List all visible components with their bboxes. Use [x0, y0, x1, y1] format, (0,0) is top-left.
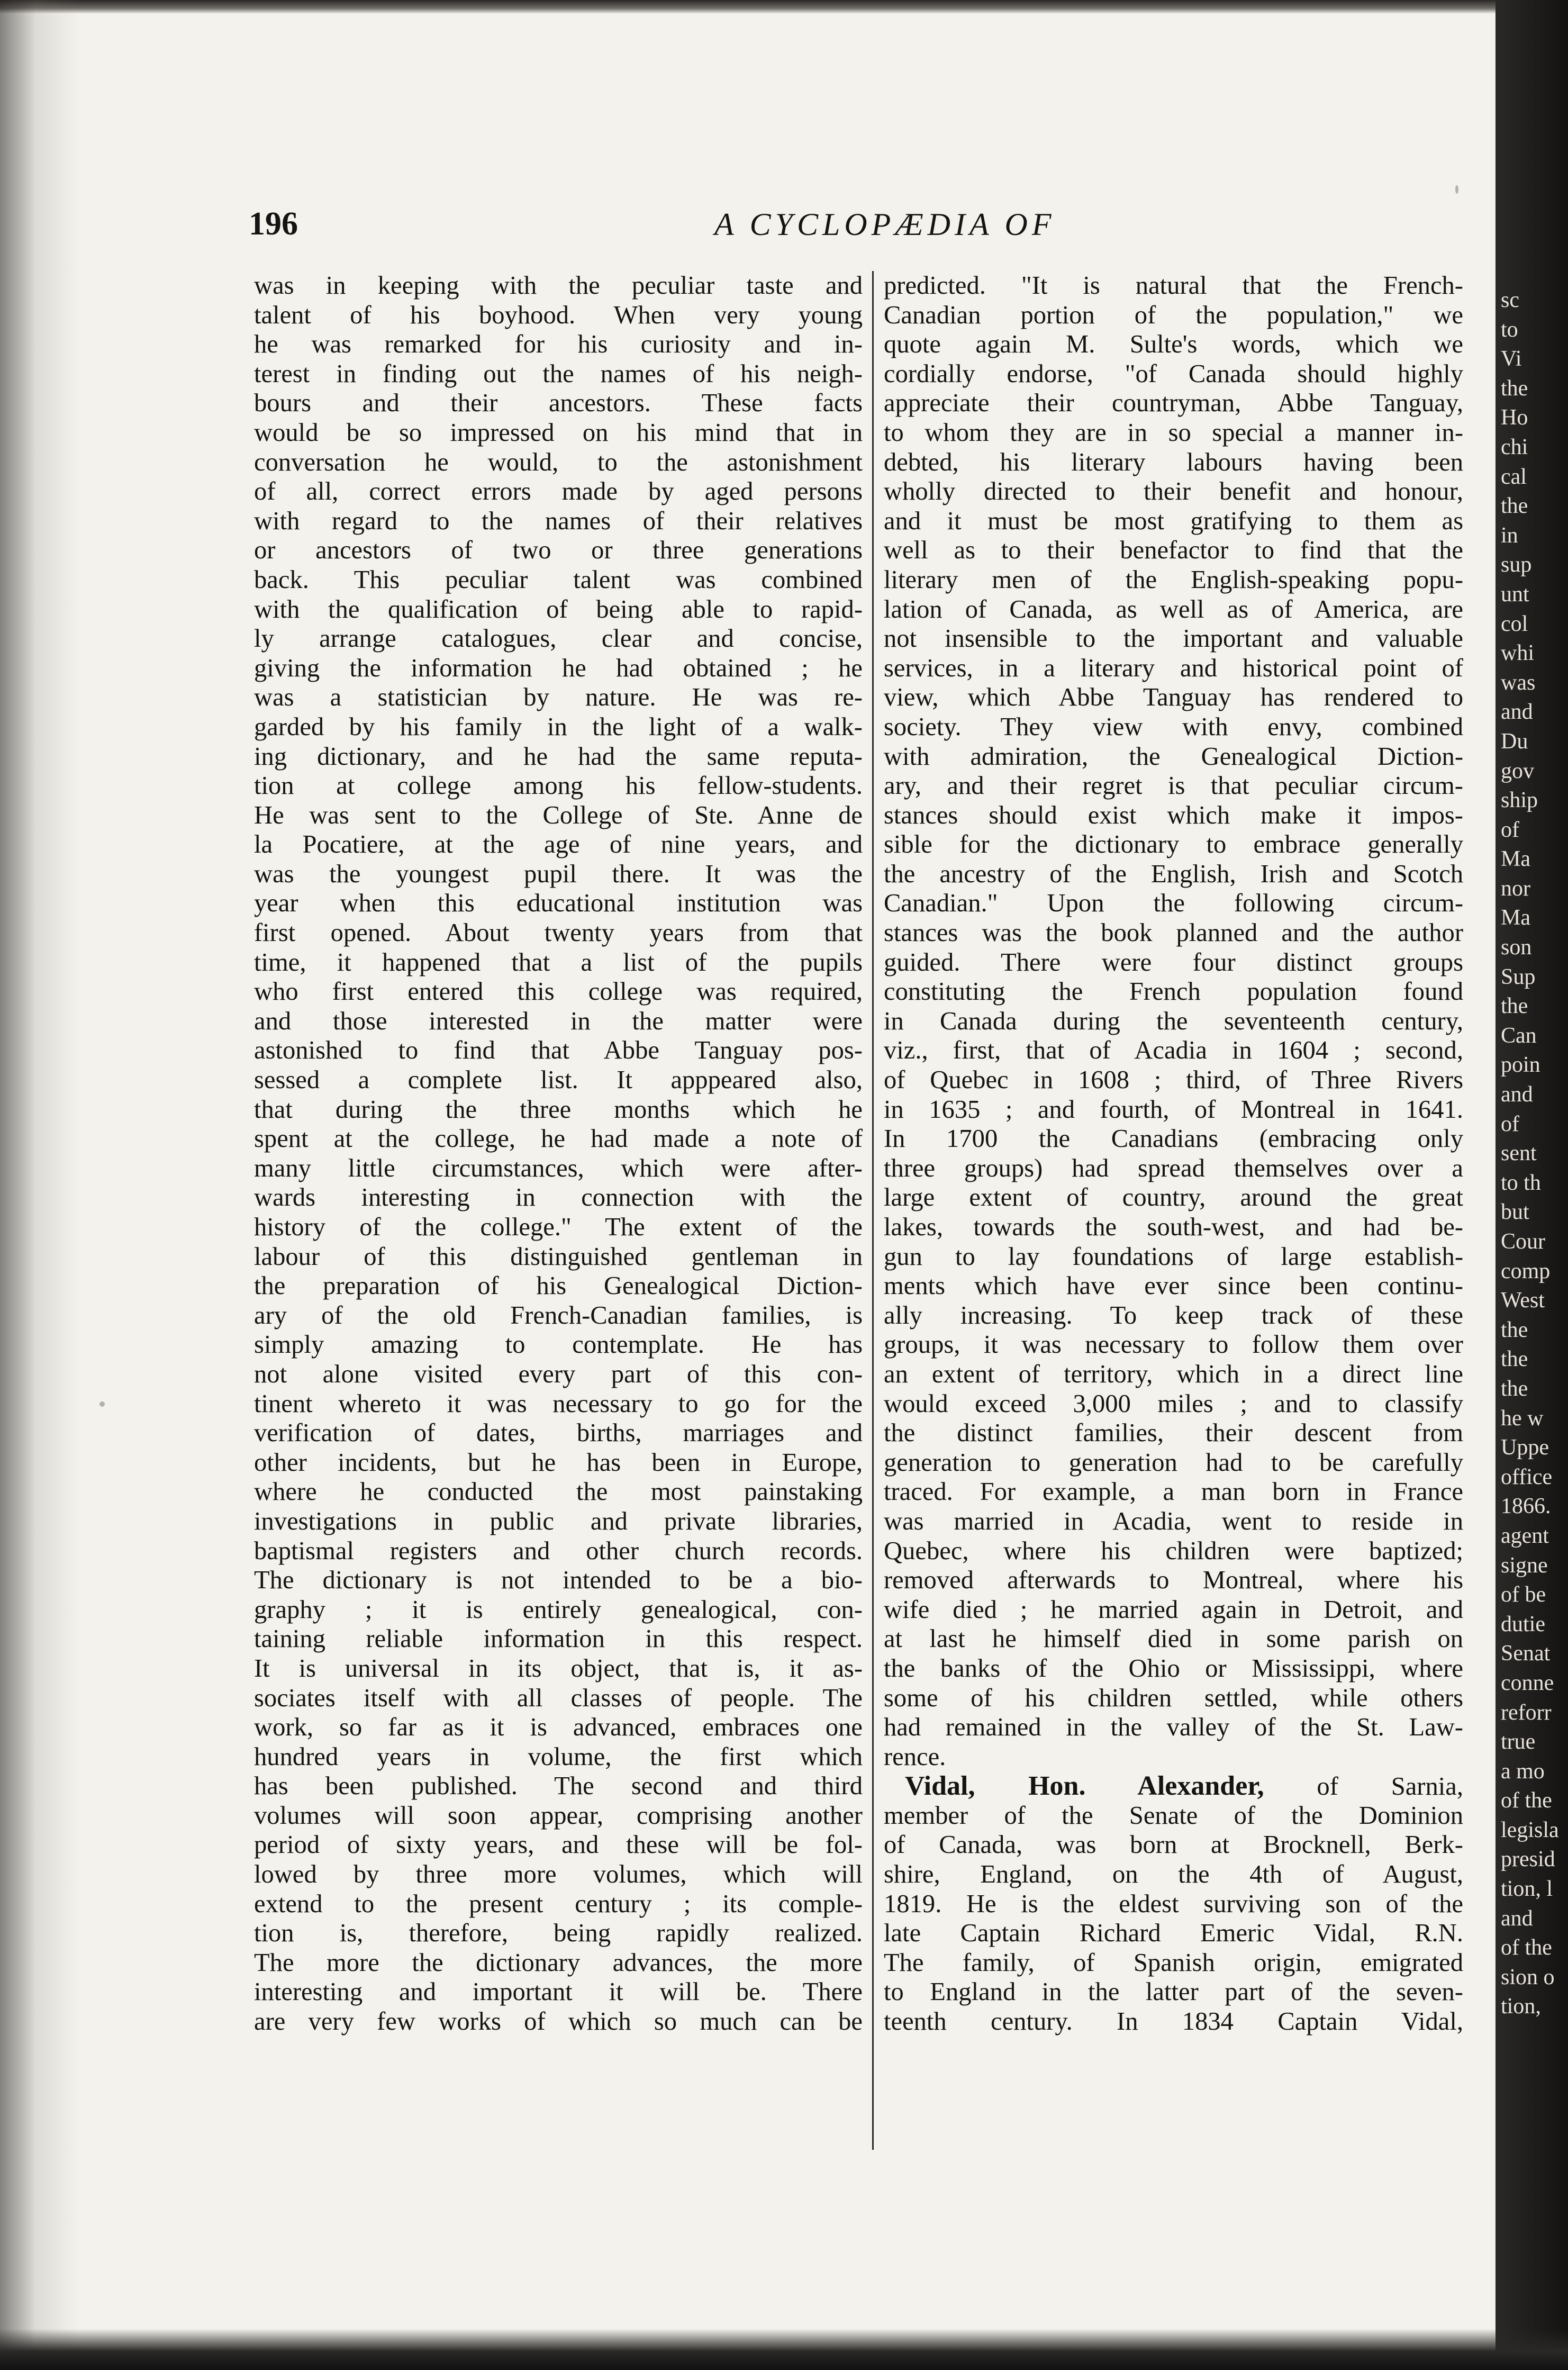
fragment-text: Ma	[1501, 906, 1530, 930]
text-line: first opened. About twenty years from that	[254, 918, 863, 947]
text-line: taining reliable information in this respect.	[254, 1624, 863, 1653]
fragment-text: a mo	[1501, 1759, 1545, 1784]
fragment-text: gov	[1501, 758, 1534, 783]
text-line: would exceed 3,000 miles ; and to classify	[884, 1389, 1463, 1418]
text-line: groups, it was necessary to follow them over	[884, 1330, 1463, 1359]
text-line: that during the three months which he	[254, 1094, 863, 1124]
fragment-text: the	[1501, 994, 1528, 1019]
text-line: the ancestry of the English, Irish and Scotch	[884, 859, 1463, 888]
text-line: who first entered this college was required,	[254, 977, 863, 1006]
text-line: literary men of the English-speaking popu-	[884, 565, 1463, 594]
text-line: debted, his literary labours having been	[884, 447, 1463, 476]
fragment-text: sup	[1501, 553, 1532, 577]
text-line: of Canada, was born at Brocknell, Berk-	[884, 1830, 1463, 1859]
ink-speck	[99, 1401, 105, 1407]
text-line: tion at college among his fellow-students.	[254, 771, 863, 800]
text-line: had remained in the valley of the St. Law-	[884, 1713, 1463, 1742]
text-line: the banks of the Ohio or Mississippi, where	[884, 1653, 1463, 1682]
fragment-text: unt	[1501, 582, 1529, 607]
text-line: removed afterwards to Montreal, where his	[884, 1566, 1463, 1595]
adjacent-page-fragments	[1501, 286, 1564, 2022]
text-line: ally increasing. To keep track of these	[884, 1300, 1463, 1329]
text-line: conversation he would, to the astonishment	[254, 447, 863, 476]
fragment-text: office	[1501, 1464, 1553, 1489]
text-line: shire, England, on the 4th of August,	[884, 1860, 1463, 1889]
fragment-text: Ho	[1501, 405, 1528, 430]
fragment-text: Ma	[1501, 847, 1530, 872]
text-line: He was sent to the College of Ste. Anne de	[254, 800, 863, 829]
running-title: A CYCLOPÆDIA OF	[714, 207, 1056, 242]
fragment-text: to th	[1501, 1170, 1541, 1195]
page-header	[249, 201, 1476, 254]
text-line: The family, of Spanish origin, emigrated	[884, 1948, 1463, 1977]
scan-left-edge	[0, 0, 79, 2370]
fragment-text: 1866.	[1501, 1494, 1551, 1519]
text-line: labour of this distinguished gentleman in	[254, 1242, 863, 1271]
text-line: of Sarnia,	[1264, 1772, 1463, 1801]
text-line: view, which Abbe Tanguay has rendered to	[884, 683, 1463, 712]
fragment-text: true	[1501, 1730, 1536, 1754]
biography-heading-line	[884, 1771, 1463, 1801]
text-line: the preparation of his Genealogical Diction-	[254, 1271, 863, 1300]
text-line: viz., first, that of Acadia in 1604 ; second,	[884, 1036, 1463, 1065]
right-text-column	[884, 271, 1463, 2037]
text-line: member of the Senate of the Dominion	[884, 1801, 1463, 1830]
left-text-column	[254, 271, 863, 2037]
text-line: was a statistician by nature. He was re-	[254, 683, 863, 712]
text-line: tion is, therefore, being rapidly realized.	[254, 1919, 863, 1948]
text-line: the distinct families, their descent from	[884, 1418, 1463, 1448]
text-line: late Captain Richard Emeric Vidal, R.N.	[884, 1919, 1463, 1948]
text-line: The dictionary is not intended to be a bio-	[254, 1566, 863, 1595]
text-line: in 1635 ; and fourth, of Montreal in 1641.	[884, 1094, 1463, 1124]
text-line: la Pocatiere, at the age of nine years, and	[254, 830, 863, 859]
text-line: hundred years in volume, the first which	[254, 1742, 863, 1771]
text-line: graphy ; it is entirely genealogical, con-	[254, 1595, 863, 1624]
fragment-text: Sup	[1501, 964, 1536, 989]
text-line: terest in finding out the names of his neigh-	[254, 359, 863, 388]
fragment-text: nor	[1501, 876, 1530, 901]
fragment-text: son	[1501, 935, 1532, 960]
text-line: investigations in public and private libraries,	[254, 1506, 863, 1535]
fragment-text: chi	[1501, 435, 1528, 459]
text-line: wards interesting in connection with the	[254, 1183, 863, 1212]
fragment-text: whi	[1501, 641, 1534, 666]
fragment-text: tion,	[1501, 1994, 1541, 2019]
fragment-text: tion, l	[1501, 1877, 1553, 1902]
fragment-text: Uppe	[1501, 1435, 1549, 1460]
text-line: quote again M. Sulte's words, which we	[884, 330, 1463, 359]
fragment-text: and	[1501, 1082, 1533, 1107]
text-line: gun to lay foundations of large establish-	[884, 1242, 1463, 1271]
text-line: simply amazing to contemplate. He has	[254, 1330, 863, 1359]
text-line: where he conducted the most painstaking	[254, 1477, 863, 1506]
text-line: period of sixty years, and these will be fol-	[254, 1830, 863, 1859]
text-line: talent of his boyhood. When very young	[254, 300, 863, 329]
text-line: he was remarked for his curiosity and in-	[254, 330, 863, 359]
text-line: rence.	[884, 1742, 946, 1771]
text-line: sociates itself with all classes of people. The	[254, 1683, 863, 1712]
text-line: ary, and their regret is that peculiar circum-	[884, 771, 1463, 800]
fragment-text: the	[1501, 494, 1528, 519]
fragment-text: was	[1501, 670, 1536, 695]
text-line: in Canada during the seventeenth century,	[884, 1006, 1463, 1035]
text-line: It is universal in its object, that is, it as-	[254, 1653, 863, 1682]
fragment-text: of be	[1501, 1582, 1546, 1607]
text-line: time, it happened that a list of the pupils	[254, 947, 863, 976]
text-line: wife died ; he married again in Detroit, and	[884, 1595, 1463, 1624]
text-line: 1819. He is the eldest surviving son of the	[884, 1889, 1463, 1918]
fragment-text: of	[1501, 817, 1519, 842]
text-line: other incidents, but he has been in Europe,	[254, 1448, 863, 1477]
fragment-text: sc	[1501, 288, 1519, 312]
text-line: well as to their benefactor to find that the	[884, 536, 1463, 565]
text-line: and it must be most gratifying to them as	[884, 506, 1463, 535]
text-line: back. This peculiar talent was combined	[254, 565, 863, 594]
text-line: was in keeping with the peculiar taste and	[254, 271, 863, 300]
text-line: and those interested in the matter were	[254, 1006, 863, 1035]
fragment-text: dutie	[1501, 1612, 1545, 1636]
text-line: or ancestors of two or three generations	[254, 536, 863, 565]
text-line: society. They view with envy, combined	[884, 712, 1463, 741]
fragment-text: and	[1501, 700, 1533, 725]
text-line: predicted. "It is natural that the French-	[884, 271, 1463, 300]
fragment-text: comp	[1501, 1259, 1551, 1283]
text-line: baptismal registers and other church records.	[254, 1536, 863, 1565]
text-line: teenth century. In 1834 Captain Vidal,	[884, 2007, 1463, 2036]
text-line: ary of the old French-Canadian families, is	[254, 1300, 863, 1329]
text-line: volumes will soon appear, comprising another	[254, 1801, 863, 1830]
fragment-text: Senat	[1501, 1641, 1551, 1666]
text-line: was the youngest pupil there. It was the	[254, 859, 863, 888]
fragment-text: cal	[1501, 464, 1527, 489]
fragment-text: Can	[1501, 1023, 1537, 1048]
text-line: sible for the dictionary to embrace generally	[884, 830, 1463, 859]
text-line: was married in Acadia, went to reside in	[884, 1506, 1463, 1535]
text-line: history of the college." The extent of the	[254, 1213, 863, 1241]
fragment-text: ship	[1501, 788, 1538, 813]
text-line: has been published. The second and third	[254, 1771, 863, 1801]
text-line: guided. There were four distinct groups	[884, 947, 1463, 976]
text-line: three groups) had spread themselves over a	[884, 1153, 1463, 1182]
text-line: constituting the French population found	[884, 977, 1463, 1006]
fragment-text: agent	[1501, 1523, 1549, 1548]
fragment-text: sent	[1501, 1141, 1537, 1166]
text-line: with regard to the names of their relatives	[254, 506, 863, 535]
text-line: to England in the latter part of the seven-	[884, 1977, 1463, 2006]
text-line: ments which have ever since been continu-	[884, 1271, 1463, 1300]
text-line: cordially endorse, "of Canada should highly	[884, 359, 1463, 388]
text-line: Quebec, where his children were baptized;	[884, 1536, 1463, 1565]
text-line: not insensible to the important and valuable	[884, 624, 1463, 653]
text-line: sessed a complete list. It apppeared also,	[254, 1065, 863, 1094]
fragment-text: West	[1501, 1288, 1545, 1313]
text-line: not alone visited every part of this con-	[254, 1359, 863, 1388]
ink-speck	[1455, 185, 1458, 194]
text-line: garded by his family in the light of a walk-	[254, 712, 863, 741]
text-line: lation of Canada, as well as of America, are	[884, 594, 1463, 623]
fragment-text: signe	[1501, 1553, 1548, 1578]
subject-name: Vidal, Hon. Alexander,	[905, 1771, 1264, 1802]
text-line: Canadian portion of the population," we	[884, 300, 1463, 329]
fragment-text: Du	[1501, 729, 1528, 754]
text-line: Canadian." Upon the following circum-	[884, 889, 1463, 918]
fragment-text: the	[1501, 1376, 1528, 1401]
text-line: The more the dictionary advances, the more	[254, 1948, 863, 1977]
text-line: extend to the present century ; its comple-	[254, 1889, 863, 1918]
text-line: giving the information he had obtained ; he	[254, 653, 863, 682]
fragment-text: he w	[1501, 1406, 1544, 1431]
text-line: wholly directed to their benefit and honour,	[884, 477, 1463, 506]
text-line: astonished to find that Abbe Tanguay pos-	[254, 1036, 863, 1065]
fragment-text: legisla	[1501, 1817, 1559, 1842]
scan-bottom-edge	[0, 2329, 1568, 2370]
text-line: are very few works of which so much can be	[254, 2007, 863, 2036]
text-line: spent at the college, he had made a note of	[254, 1124, 863, 1153]
text-line: interesting and important it will be. There	[254, 1977, 863, 2006]
column-rule	[872, 271, 874, 2150]
text-line: with the qualification of being able to rapid-	[254, 594, 863, 623]
text-line: In 1700 the Canadians (embracing only	[884, 1124, 1463, 1153]
text-line: large extent of country, around the great	[884, 1183, 1463, 1212]
text-line: verification of dates, births, marriages and	[254, 1418, 863, 1448]
fragment-text: the	[1501, 376, 1528, 401]
fragment-text: sion o	[1501, 1965, 1555, 1989]
text-line: with admiration, the Genealogical Diction-	[884, 741, 1463, 771]
fragment-text: col	[1501, 611, 1528, 636]
text-line: services, in a literary and historical point of	[884, 653, 1463, 682]
text-line: year when this educational institution was	[254, 889, 863, 918]
fragment-text: conne	[1501, 1670, 1554, 1695]
fragment-text: Cour	[1501, 1229, 1545, 1254]
text-line: an extent of territory, which in a direct line	[884, 1359, 1463, 1388]
fragment-text: the	[1501, 1347, 1528, 1372]
fragment-text: reforr	[1501, 1700, 1552, 1725]
fragment-text: poin	[1501, 1053, 1540, 1078]
text-line: bours and their ancestors. These facts	[254, 388, 863, 418]
fragment-text: Vi	[1501, 347, 1522, 372]
fragment-text: to	[1501, 317, 1518, 342]
text-line: ing dictionary, and he had the same reputa-	[254, 741, 863, 771]
fragment-text: and	[1501, 1906, 1533, 1931]
text-line: would be so impressed on his mind that in	[254, 418, 863, 447]
text-line: lowed by three more volumes, which will	[254, 1860, 863, 1889]
text-line: work, so far as it is advanced, embraces one	[254, 1713, 863, 1742]
text-line: stances should exist which make it impos-	[884, 800, 1463, 829]
fragment-text: of the	[1501, 1788, 1552, 1813]
text-line: at last he himself died in some parish on	[884, 1624, 1463, 1653]
fragment-text: but	[1501, 1200, 1529, 1225]
fragment-text: in	[1501, 523, 1518, 548]
text-line: to whom they are in so special a manner in-	[884, 418, 1463, 447]
fragment-text: of the	[1501, 1935, 1552, 1960]
fragment-text: of	[1501, 1111, 1519, 1136]
text-line: tinent whereto it was necessary to go for the	[254, 1389, 863, 1418]
text-line: stances was the book planned and the author	[884, 918, 1463, 947]
text-line: ly arrange catalogues, clear and concise,	[254, 624, 863, 653]
text-line: many little circumstances, which were after-	[254, 1153, 863, 1182]
fragment-text: presid	[1501, 1847, 1555, 1872]
page-number: 196	[249, 206, 298, 242]
text-line: generation to generation had to be carefully	[884, 1448, 1463, 1477]
fragment-text: the	[1501, 1317, 1528, 1342]
scan-top-edge	[0, 0, 1568, 14]
text-line: of all, correct errors made by aged persons	[254, 477, 863, 506]
text-line: some of his children settled, while others	[884, 1683, 1463, 1712]
text-line: traced. For example, a man born in France	[884, 1477, 1463, 1506]
text-line: appreciate their countryman, Abbe Tanguay,	[884, 388, 1463, 418]
text-line: lakes, towards the south-west, and had be-	[884, 1213, 1463, 1241]
text-line: of Quebec in 1608 ; third, of Three Rivers	[884, 1065, 1463, 1094]
